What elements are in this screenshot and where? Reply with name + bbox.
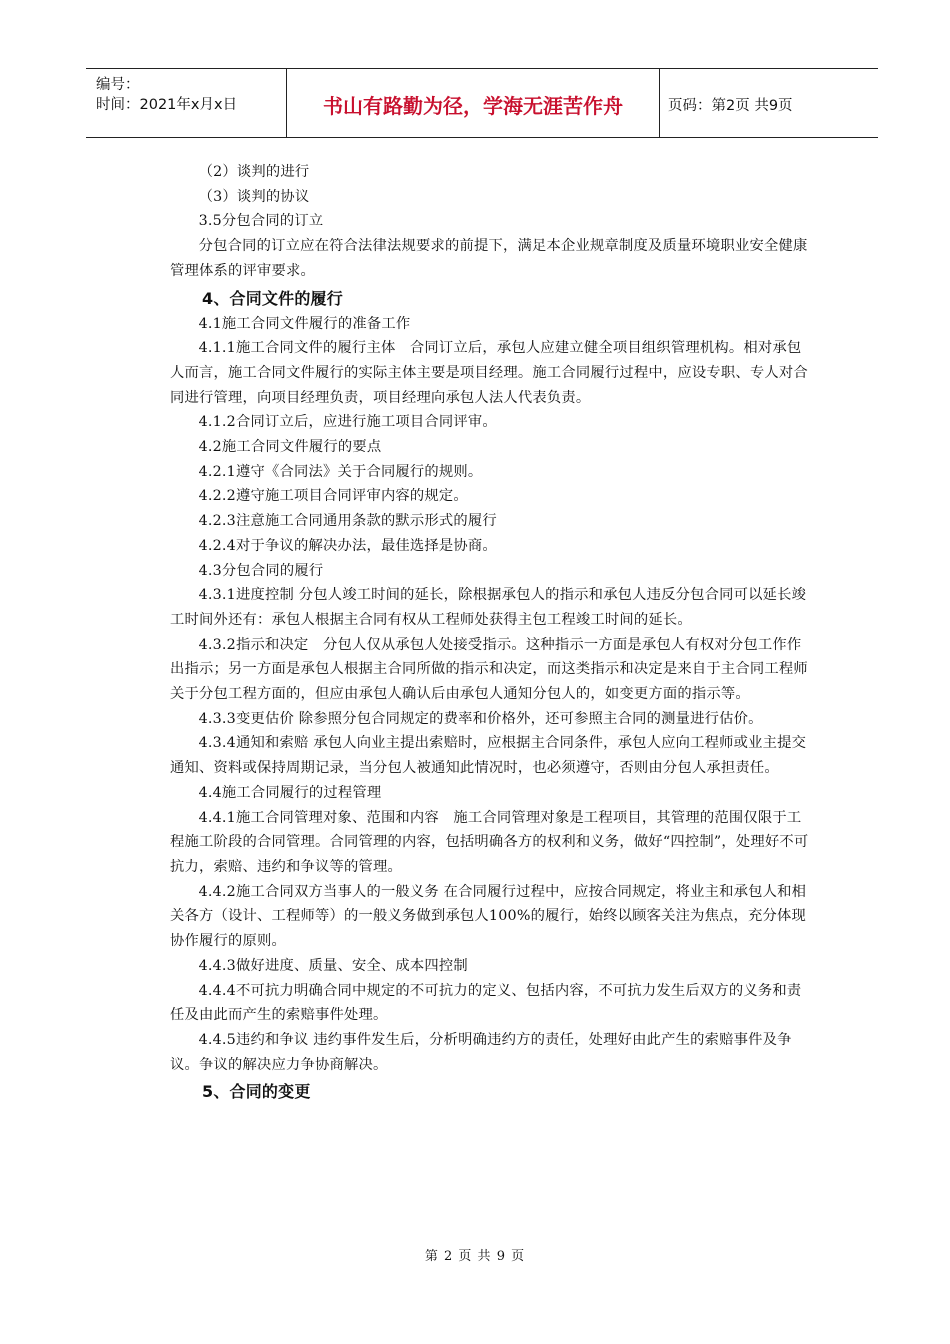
paragraph: 4.4.3做好进度、质量、安全、成本四控制 bbox=[198, 957, 468, 974]
paragraph: 4.4.5违约和争议 违约事件发生后，分析明确违约方的责任，处理好由此产生的索赔事件及争议。争议的解决应力争协商解决。 bbox=[170, 1031, 792, 1073]
header-page-number: 页码：第2页 共9页 bbox=[668, 98, 793, 114]
paragraph: 4.1施工合同文件履行的准备工作 bbox=[198, 315, 411, 332]
paragraph: 4.3.2指示和决定 分包人仅从承包人处接受指示。这种指示一方面是承包人有权对分包工作作出指示；另一方面是承包人根据主合同所做的指示和决定，而这类指示和决定是来自于主合同工程师关于分包工程方面的，但应由承包人确认后由承包人通知分包人的，如变更方面的指示等。 bbox=[170, 636, 808, 703]
paragraph: 分包合同的订立应在符合法律法规要求的前提下，满足本企业规章制度及质量环境职业安全健康管理体系的评审要求。 bbox=[170, 238, 808, 279]
paragraph: 4.2.2遵守施工项目合同评审内容的规定。 bbox=[198, 488, 468, 505]
paragraph: 4.3.4通知和索赔 承包人向业主提出索赔时，应根据主合同条件，承包人应向工程师或业主提交通知、资料或保持周期记录，当分包人被通知此情况时，也必须遵守，否则由分包人承担责任。 bbox=[170, 735, 807, 777]
paragraph: 3.5分包合同的订立 bbox=[198, 213, 324, 230]
document-body bbox=[170, 160, 815, 1105]
section-heading: 4、合同文件的履行 bbox=[202, 288, 343, 308]
paragraph: 4.4.4不可抗力明确合同中规定的不可抗力的定义、包括内容，不可抗力发生后双方的义务和责任及由此而产生的索赔事件处理。 bbox=[170, 982, 802, 1024]
paragraph: 4.4施工合同履行的过程管理 bbox=[198, 784, 382, 801]
header-motto-cell bbox=[286, 69, 660, 137]
time-label: 时间：2021年x月x日 bbox=[96, 97, 238, 113]
paragraph: 4.1.2合同订立后，应进行施工项目合同评审。 bbox=[198, 414, 497, 431]
paragraph: 4.2.3注意施工合同通用条款的默示形式的履行 bbox=[198, 513, 497, 530]
paragraph: 4.1.1施工合同文件的履行主体 合同订立后，承包人应建立健全项目组织管理机构。相对承包人而言，施工合同文件履行的实际主体主要是项目经理。施工合同履行过程中，应设专职、专人对合同进行管理，向项目经理负责，项目经理向承包人法人代表负责。 bbox=[170, 340, 808, 406]
section-heading: 5、合同的变更 bbox=[202, 1082, 311, 1102]
paragraph: （3）谈判的协议 bbox=[198, 188, 310, 205]
paragraph: （2）谈判的进行 bbox=[198, 164, 310, 180]
header-page-cell bbox=[660, 69, 878, 137]
page-footer: 第 2 页 共 9 页 bbox=[424, 1249, 526, 1264]
paragraph: 4.3.1进度控制 分包人竣工时间的延长，除根据承包人的指示和承包人违反分包合同可以延长竣工时间外还有：承包人根据主合同有权从工程师处获得主包工程竣工时间的延长。 bbox=[170, 587, 807, 628]
paragraph: 4.2.4对于争议的解决办法，最佳选择是协商。 bbox=[198, 537, 497, 554]
header-meta-cell bbox=[86, 69, 284, 137]
paragraph: 4.3.3变更估价 除参照分包合同规定的费率和价格外，还可参照主合同的测量进行估价。 bbox=[198, 710, 763, 727]
paragraph: 4.3分包合同的履行 bbox=[198, 562, 324, 579]
header-motto: 书山有路勤为径，学海无涯苦作舟 bbox=[323, 94, 623, 118]
paragraph: 4.4.2施工合同双方当事人的一般义务 在合同履行过程中，应按合同规定，将业主和承包人和相关各方（设计、工程师等）的一般义务做到承包人100%的履行，始终以顾客关注为焦点，充分体现协作履行的原则。 bbox=[170, 883, 807, 950]
page-header bbox=[86, 68, 878, 138]
paragraph: 4.2.1遵守《合同法》关于合同履行的规则。 bbox=[198, 463, 483, 480]
paragraph: 4.2施工合同文件履行的要点 bbox=[198, 439, 382, 456]
paragraph: 4.4.1施工合同管理对象、范围和内容 施工合同管理对象是工程项目，其管理的范围仅限于工程施工阶段的合同管理。合同管理的内容，包括明确各方的权利和义务，做好“四控制”，处理好不可抗力，索赔、违约和争议等的管理。 bbox=[170, 809, 809, 875]
code-label: 编号： bbox=[96, 77, 140, 93]
